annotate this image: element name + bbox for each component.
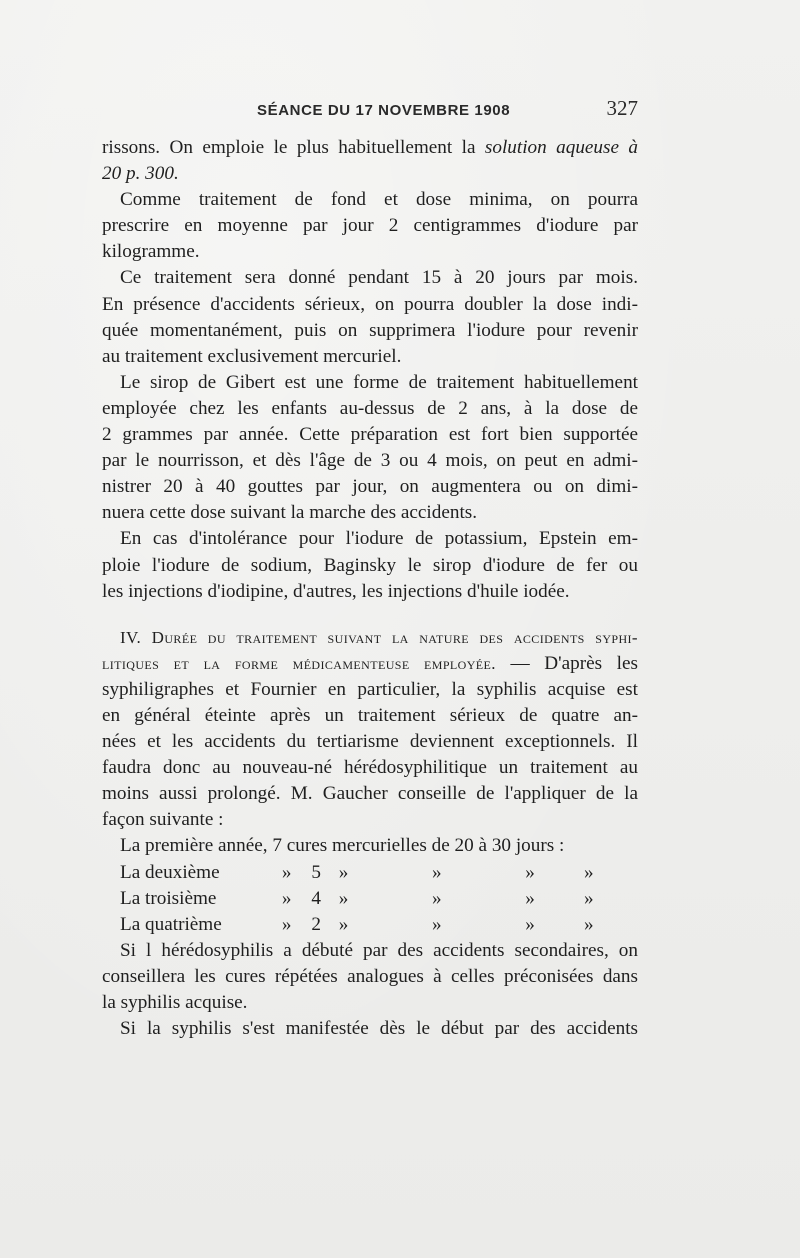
text-line: la syphilis acquise. — [102, 992, 248, 1013]
schedule-row — [102, 912, 638, 938]
text-line: En cas d'intolérance pour l'iodure de potassium, Epstein em- — [120, 528, 638, 550]
running-title: SÉANCE DU 17 NOVEMBRE 1908 — [257, 102, 511, 119]
text-line: Le sirop de Gibert est une forme de traitement habituellement — [120, 371, 638, 393]
text-line: quée momentanément, puis on supprimera l'iodure pour revenir — [102, 319, 638, 341]
text-line: en général éteinte après un traitement sérieux de quatre an- — [102, 704, 638, 726]
ditto-mark: » — [338, 887, 349, 909]
text-line: Ce traitement sera donné pendant 15 à 20 jours par mois. — [120, 267, 638, 289]
ditto-mark: » — [281, 861, 292, 883]
text-line: faudra donc au nouveau-né hérédosyphilitique un traitement au — [102, 757, 638, 779]
text-line: façon suivante : — [102, 809, 224, 831]
text-fragment: rissons. On emploie le plus habituellement la — [102, 137, 485, 158]
schedule-first-year: La première année, 7 cures mercurielles de 20 à 30 jours : — [120, 835, 565, 857]
ditto-mark: » — [525, 861, 535, 883]
italic-text: 20 p. 300. — [102, 163, 179, 185]
schedule-count: 2 — [311, 913, 321, 935]
ditto-mark: » — [431, 887, 442, 909]
ditto-mark: » — [338, 861, 349, 883]
ditto-mark: » — [584, 913, 594, 935]
text-line: nées et les accidents du tertiarisme deviennent exceptionnels. Il — [102, 731, 638, 753]
section-heading-line: IV. Durée du traitement suivant la nature des accidents syphi- — [120, 627, 638, 647]
text-line: Si la syphilis s'est manifestée dès le début par des accidents — [120, 1018, 638, 1040]
ditto-mark: » — [584, 861, 594, 883]
text-line: au traitement exclusivement mercuriel. — [102, 345, 402, 367]
schedule-row — [102, 860, 638, 886]
ditto-mark: » — [338, 913, 349, 935]
text-line: Si l hérédosyphilis a débuté par des accidents secondaires, on — [120, 939, 638, 961]
text-line: par le nourrisson, et dès l'âge de 3 ou 4 mois, on peut en admi- — [102, 450, 638, 472]
schedule-year: La quatrième — [120, 913, 222, 935]
text-line — [102, 135, 638, 161]
text-line: syphiligraphes et Fournier en particulier, la syphilis acquise est — [102, 678, 638, 700]
text-line: En présence d'accidents sérieux, on pourra doubler la dose indi- — [102, 293, 638, 315]
text-line: nistrer 20 à 40 gouttes par jour, on augmentera ou on dimi- — [102, 476, 638, 498]
ditto-mark: » — [281, 887, 292, 909]
schedule-count: 4 — [311, 887, 321, 909]
ditto-mark: » — [584, 887, 594, 909]
text-line: ploie l'iodure de sodium, Baginsky le sirop d'iodure de fer ou — [102, 554, 638, 576]
text-line: employée chez les enfants au-dessus de 2 ans, à la dose de — [102, 397, 638, 419]
section-heading-text: litiques et la forme médicamenteuse employée. — [102, 653, 496, 673]
ditto-mark: » — [431, 913, 442, 935]
text-line: moins aussi prolongé. M. Gaucher conseille de l'appliquer de la — [102, 783, 638, 805]
page-number: 327 — [606, 96, 638, 120]
schedule-row — [102, 886, 638, 912]
text-line: 2 grammes par année. Cette préparation est fort bien supportée — [102, 424, 638, 446]
ditto-mark: » — [525, 913, 535, 935]
text-fragment: — D'après les — [495, 652, 638, 674]
section-gap — [102, 605, 638, 625]
body-text — [102, 135, 638, 1042]
text-line — [102, 161, 638, 187]
schedule-year: La troisième — [120, 887, 217, 909]
schedule-row — [102, 833, 638, 859]
schedule-year: La deuxième — [120, 861, 220, 883]
text-line: conseillera les cures répétées analogues à celles préconisées dans — [102, 965, 638, 987]
text-line — [102, 651, 638, 677]
ditto-mark: » — [431, 861, 442, 883]
page-header — [102, 96, 638, 124]
text-line: prescrire en moyenne par jour 2 centigrammes d'iodure par — [102, 215, 638, 237]
text-line: nuera cette dose suivant la marche des accidents. — [102, 502, 478, 524]
text-line: Comme traitement de fond et dose minima, on pourra — [120, 189, 638, 211]
text-line: les injections d'iodipine, d'autres, les injections d'huile iodée. — [102, 580, 570, 602]
text-line: kilogramme. — [102, 241, 200, 263]
schedule-count: 5 — [311, 861, 321, 883]
ditto-mark: » — [281, 913, 292, 935]
italic-text: solution aqueuse à — [484, 137, 638, 158]
ditto-mark: » — [525, 887, 535, 909]
